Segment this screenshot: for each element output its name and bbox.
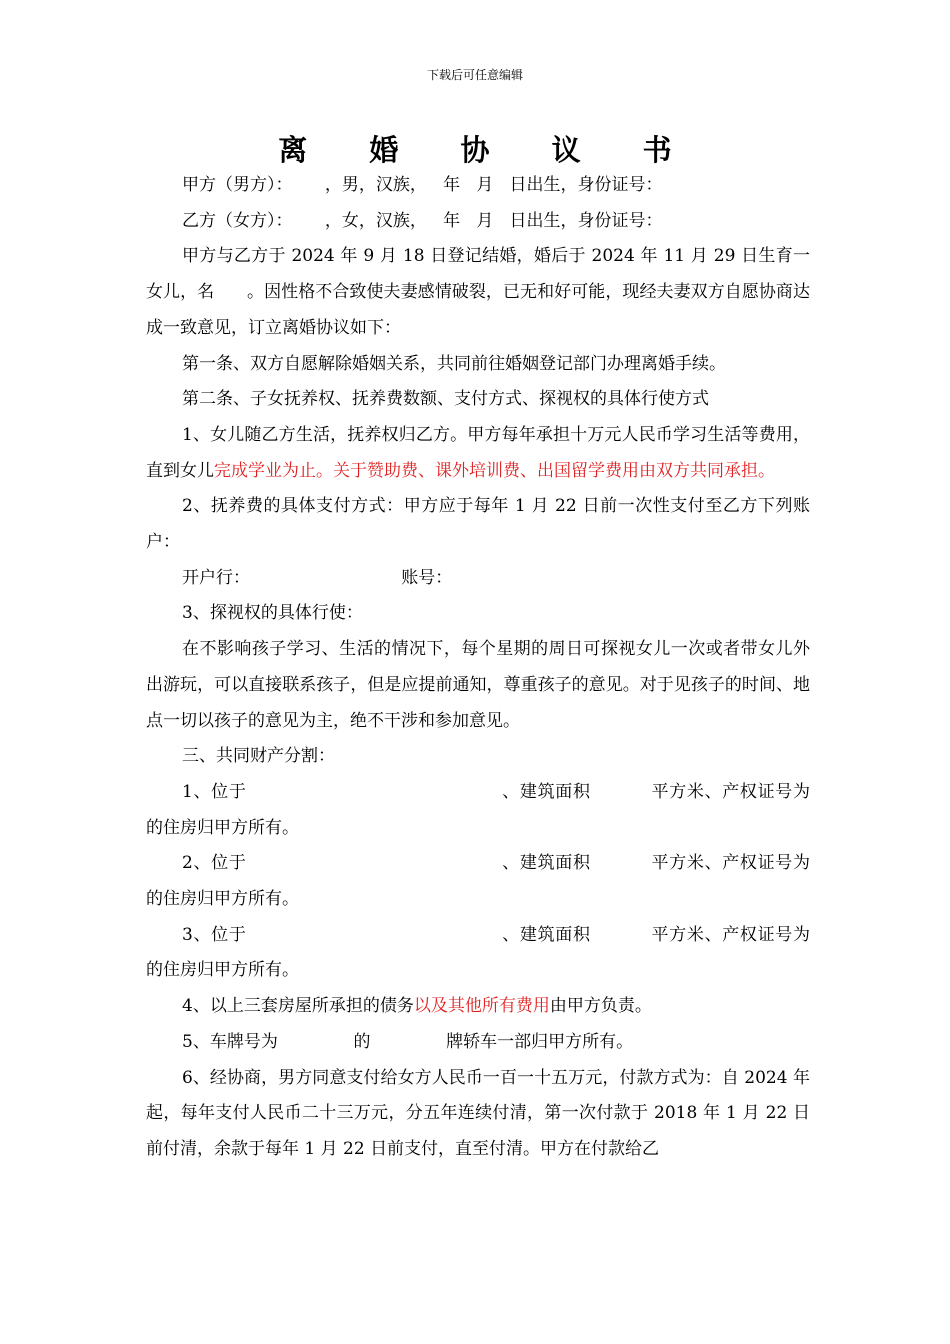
party-a-line: 甲方（男方）： ，男，汉族， 年 月 日出生，身份证号：	[182, 175, 663, 195]
vehicle-clause: 5、车牌号为 的 牌轿车一部归甲方所有。	[182, 1031, 634, 1052]
property-item-2: 2、位于 、建筑面积 平方米、产权证号为 的住房归甲方所有。	[146, 853, 886, 910]
header-note: 下载后可任意编辑	[426, 68, 523, 82]
debt-clause-end: 由甲方负责。	[549, 996, 652, 1017]
document-body	[146, 168, 886, 1168]
section-3-heading: 三、共同财产分割：	[182, 746, 335, 767]
visitation-paragraph: 在不影响孩子学习、生活的情况下，每个星期的周日可探视女儿一次或者带女儿外出游玩，可以直接联系孩子，但是应提前通知，尊重孩子的意见。对于见孩子的时间、地点一切以孩子的意见为主，绝不干涉和参加意见。	[146, 639, 810, 731]
property-item-1: 1、位于 、建筑面积 平方米、产权证号为 的住房归甲方所有。	[146, 781, 886, 838]
custody-clause-2: 2、抚养费的具体支付方式：甲方应于每年 1 月 22 日前一次性支付至乙方下列账户：	[146, 496, 810, 553]
party-b-line: 乙方（女方）： ，女，汉族， 年 月 日出生，身份证号：	[182, 210, 663, 231]
debt-clause-text: 4、以上三套房屋所承担的债务	[182, 996, 414, 1017]
property-item-3: 3、位于 、建筑面积 平方米、产权证号为 的住房归甲方所有。	[146, 924, 886, 981]
bank-account-line: 开户行： 账号：	[182, 567, 453, 588]
custody-clause-1-highlight: 完成学业为止。关于赞助费、课外培训费、出国留学费用由双方共同承担。	[214, 460, 775, 481]
document-title: 离 婚 协 议 书	[278, 133, 698, 167]
debt-clause-highlight: 以及其他所有费用	[413, 996, 550, 1017]
custody-clause-1-text: 1、女儿随乙方生活，抚养权归乙方。甲方每年承担十万元人民币学习生活等费用，直到女儿	[146, 424, 810, 481]
payment-clause: 6、经协商，男方同意支付给女方人民币一百一十五万元，付款方式为：自 2024 年起，每年支付人民币二十三万元，分五年连续付清，第一次付款于 2018 年 1 月 22 日前付清，余款于每年 1 月 22 日前支付，直至付清。甲方在付款给乙	[146, 1067, 810, 1159]
custody-clause-3: 3、探视权的具体行使：	[182, 603, 363, 624]
article-2: 第二条、子女抚养权、抚养费数额、支付方式、探视权的具体行使方式	[182, 389, 709, 410]
intro-paragraph: 甲方与乙方于 2024 年 9 月 18 日登记结婚，婚后于 2024 年 11 月 29 日生育一女儿，名 。因性格不合致使夫妻感情破裂，已无和好可能，现经夫妻双方自愿协商达成一致意见，订立离婚协议如下：	[146, 246, 810, 338]
article-1: 第一条、双方自愿解除婚姻关系，共同前往婚姻登记部门办理离婚手续。	[182, 353, 726, 374]
custody-clause-1	[146, 418, 810, 489]
debt-clause	[146, 989, 810, 1025]
